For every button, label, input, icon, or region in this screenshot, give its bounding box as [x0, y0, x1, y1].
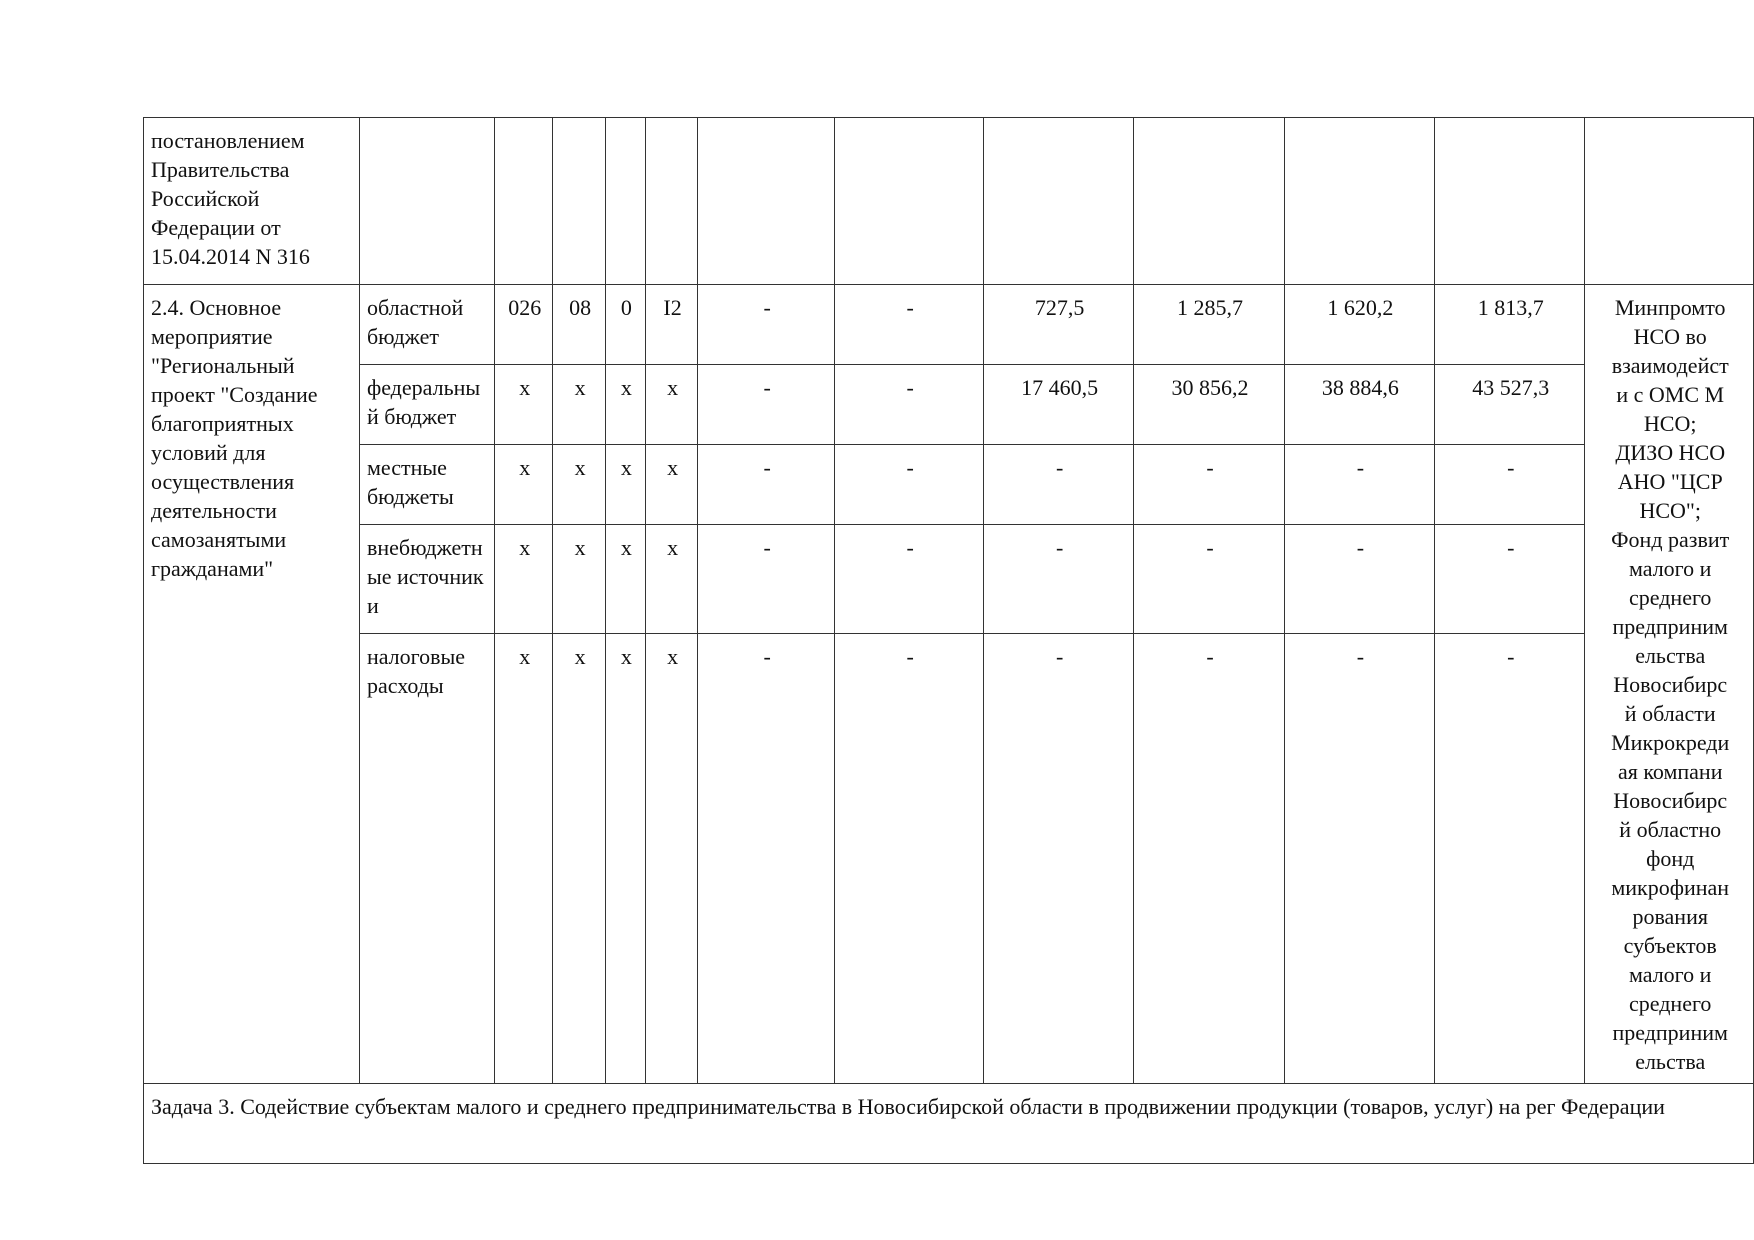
responsible-line: микрофинан [1611, 875, 1730, 900]
value-cell: 17 460,5 [983, 365, 1133, 445]
value-cell: - [1284, 634, 1434, 1084]
code-cell: x [494, 445, 552, 525]
value-cell: 38 884,6 [1284, 365, 1434, 445]
task-heading-cell: Задача 3. Содействие субъектам малого и среднего предпринимательства в Новосибирской области в продвижении продукции (товаров, услуг) на рег Федерации [144, 1084, 1754, 1164]
value-cell: - [835, 634, 984, 1084]
responsible-line: предприним [1612, 1020, 1728, 1045]
source-cell: федеральный бюджет [359, 365, 494, 445]
responsible-line: среднего [1628, 585, 1712, 610]
responsible-line: субъектов [1623, 933, 1717, 958]
table-row-tax [144, 634, 1754, 1084]
value-cell: - [1435, 634, 1585, 1084]
code-cell: x [646, 634, 698, 1084]
source-cell: налоговые расходы [359, 634, 494, 1084]
code-cell: x [605, 365, 645, 445]
source-cell: местные бюджеты [359, 445, 494, 525]
table-row-federal [144, 365, 1754, 445]
value-cell: 1 813,7 [1435, 285, 1585, 365]
responsible-line: й областно [1619, 817, 1722, 842]
value-cell: - [1134, 445, 1284, 525]
code-cell: x [553, 634, 605, 1084]
value-cell: - [1284, 525, 1434, 634]
code-cell: x [605, 525, 645, 634]
value-cell: - [835, 445, 984, 525]
value-cell: 30 856,2 [1134, 365, 1284, 445]
table-row-task [144, 1084, 1754, 1164]
value-cell: 1 285,7 [1134, 285, 1284, 365]
responsible-line: рования [1632, 904, 1708, 929]
code-cell: 08 [553, 285, 605, 365]
code-cell: x [605, 445, 645, 525]
code-cell: x [646, 445, 698, 525]
value-cell: - [835, 525, 984, 634]
value-cell: - [835, 285, 984, 365]
value-cell: 727,5 [983, 285, 1133, 365]
code-cell: I2 [646, 285, 698, 365]
responsible-line: и с ОМС М [1616, 382, 1725, 407]
measure-title-cell: 2.4. Основное мероприятие "Региональный проект "Создание благоприятных условий для осуществления деятельности самозанятыми гражданами" [144, 285, 360, 1084]
responsible-line: малого и [1628, 962, 1712, 987]
responsible-line: Минпромто [1614, 295, 1726, 320]
value-cell: - [1134, 525, 1284, 634]
responsible-line: АНО "ЦСР [1617, 469, 1723, 494]
responsible-line: НСО во [1633, 324, 1707, 349]
code-cell: x [553, 365, 605, 445]
table-row-extrabudget [144, 525, 1754, 634]
table-row-previous [144, 118, 1754, 285]
responsible-line: малого и [1628, 556, 1712, 581]
responsible-line: ельства [1635, 1049, 1706, 1074]
value-cell: - [698, 634, 835, 1084]
value-cell: 1 620,2 [1284, 285, 1434, 365]
responsible-line: ая компани [1617, 759, 1723, 784]
value-cell: - [983, 525, 1133, 634]
code-cell: x [553, 525, 605, 634]
value-cell: - [1284, 445, 1434, 525]
responsible-line: ельства [1635, 643, 1706, 668]
value-cell: - [983, 634, 1133, 1084]
responsible-line: Новосибирс [1613, 788, 1728, 813]
responsible-line: НСО; [1643, 411, 1697, 436]
value-cell: - [835, 365, 984, 445]
source-cell: внебюджетные источники [359, 525, 494, 634]
code-cell: x [494, 634, 552, 1084]
responsible-line: НСО"; [1639, 498, 1701, 523]
responsible-line: предприним [1612, 614, 1728, 639]
table-row-local [144, 445, 1754, 525]
value-cell: - [1134, 634, 1284, 1084]
budget-table [143, 117, 1754, 1164]
value-cell: - [698, 525, 835, 634]
value-cell: - [1435, 525, 1585, 634]
responsible-line: среднего [1628, 991, 1712, 1016]
value-cell: 43 527,3 [1435, 365, 1585, 445]
code-cell: 026 [494, 285, 552, 365]
value-cell: - [983, 445, 1133, 525]
responsible-line: Микрокреди [1611, 730, 1730, 755]
value-cell: - [698, 365, 835, 445]
code-cell: x [553, 445, 605, 525]
code-cell: x [605, 634, 645, 1084]
responsible-line: Новосибирс [1613, 672, 1728, 697]
responsible-line: Фонд развит [1611, 527, 1730, 552]
code-cell: x [646, 365, 698, 445]
responsible-cell [1585, 285, 1754, 1084]
code-cell: x [494, 525, 552, 634]
value-cell: - [698, 445, 835, 525]
code-cell: x [646, 525, 698, 634]
code-cell: 0 [605, 285, 645, 365]
responsible-line: ДИЗО НСО [1615, 440, 1726, 465]
responsible-line: взаимодейст [1611, 353, 1729, 378]
responsible-line: й области [1624, 701, 1716, 726]
value-cell: - [1435, 445, 1585, 525]
responsible-line: фонд [1646, 846, 1695, 871]
code-cell: x [494, 365, 552, 445]
source-cell: областной бюджет [359, 285, 494, 365]
table-row-oblast [144, 285, 1754, 365]
prev-description-cell: постановлением Правительства Российской Федерации от 15.04.2014 N 316 [144, 118, 360, 285]
value-cell: - [698, 285, 835, 365]
